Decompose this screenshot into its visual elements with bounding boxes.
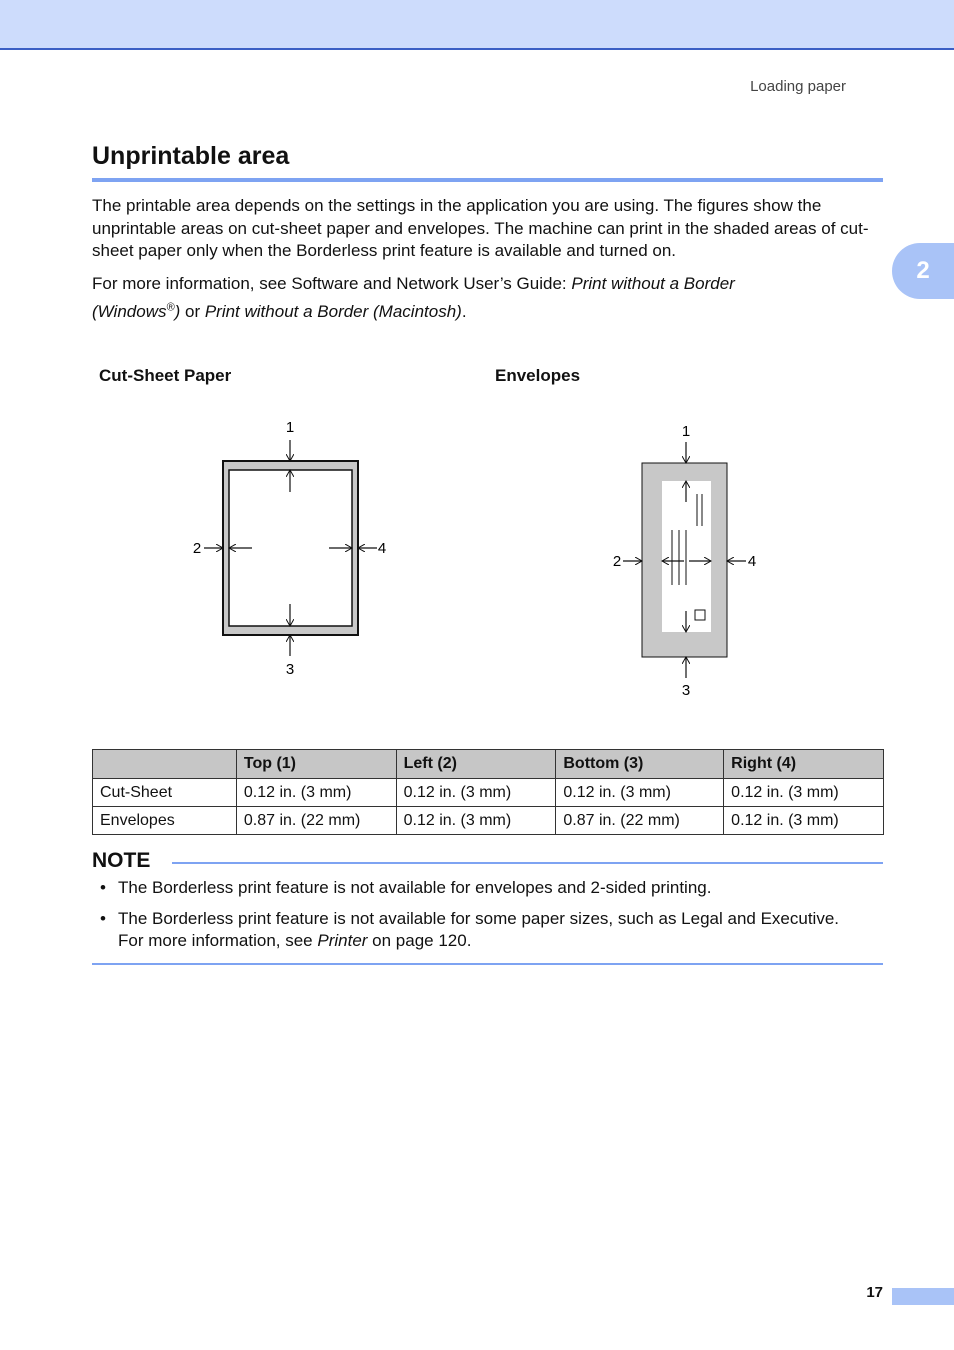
printer-reference-link: Printer — [317, 931, 368, 950]
stamp-box — [695, 610, 705, 620]
cut-sheet-label-3: 3 — [285, 661, 295, 678]
table-cell: 0.12 in. (3 mm) — [724, 779, 884, 807]
unprintable-margins-table — [92, 749, 884, 835]
cut-sheet-figure-title: Cut-Sheet Paper — [99, 366, 232, 385]
note-item: • The Borderless print feature is not available for some paper sizes, such as Legal and Executive. For more information, see Printer on page 120. — [100, 909, 839, 950]
bullet-icon: • — [100, 909, 106, 928]
page-number-tab — [892, 1288, 954, 1305]
table-header-cell: Left (2) — [396, 750, 556, 779]
table-header-cell: Bottom (3) — [556, 750, 724, 779]
note-rule — [172, 862, 883, 864]
envelope-label-1: 1 — [681, 423, 691, 440]
note-list — [92, 877, 852, 961]
bullet-icon: • — [100, 878, 106, 897]
cut-sheet-diagram — [193, 419, 386, 678]
running-head: Loading paper — [750, 78, 846, 95]
table-cell: 0.12 in. (3 mm) — [236, 779, 396, 807]
envelope-label-2: 2 — [612, 553, 622, 570]
intro-paragraph: The printable area depends on the settings in the application you are using. The figures show the unprintable areas on cut-sheet paper and envelopes. The machine can print in the shaded areas of cut-sheet paper only when the Borderless print feature is available and turned on. — [92, 196, 869, 260]
note-title: NOTE — [92, 849, 151, 872]
table-cell: 0.12 in. (3 mm) — [724, 807, 884, 835]
chapter-tab: 2 — [892, 243, 954, 299]
note-bottom-rule — [92, 963, 883, 965]
reference-middle: or — [180, 302, 205, 321]
section-title: Unprintable area — [92, 142, 290, 170]
reference-link-macintosh: Print without a Border (Macintosh) — [204, 302, 462, 321]
envelope-label-4: 4 — [747, 553, 757, 570]
page-number: 17 — [866, 1284, 883, 1301]
table-header-cell — [93, 750, 237, 779]
table-cell: 0.12 in. (3 mm) — [396, 807, 556, 835]
table-header-row — [93, 750, 884, 779]
reference-link-windows: Print without a Border (Windows®) — [92, 274, 735, 321]
envelope-diagram — [613, 423, 756, 699]
envelope-label-3: 3 — [681, 682, 691, 699]
table-cell: Cut-Sheet — [93, 779, 237, 807]
envelopes-figure-title: Envelopes — [495, 366, 581, 385]
table-row — [93, 807, 884, 835]
reference-paragraph: For more information, see Software and Network User’s Guide: Print without a Border (Windows®) or Print without a Border (Macintosh). — [92, 274, 735, 321]
table-cell: 0.12 in. (3 mm) — [556, 779, 724, 807]
cut-sheet-label-4: 4 — [377, 540, 387, 557]
table-row — [93, 779, 884, 807]
table-header-cell: Right (4) — [724, 750, 884, 779]
table-cell: 0.87 in. (22 mm) — [236, 807, 396, 835]
reference-prefix: For more information, see Software and Network User’s Guide: — [92, 274, 572, 293]
table-cell: 0.12 in. (3 mm) — [396, 779, 556, 807]
table-cell: 0.87 in. (22 mm) — [556, 807, 724, 835]
table-cell: Envelopes — [93, 807, 237, 835]
table-header-cell: Top (1) — [236, 750, 396, 779]
note-item: • The Borderless print feature is not available for envelopes and 2-sided printing. — [100, 878, 712, 897]
cut-sheet-label-2: 2 — [192, 540, 202, 557]
cut-sheet-label-1: 1 — [285, 419, 295, 436]
